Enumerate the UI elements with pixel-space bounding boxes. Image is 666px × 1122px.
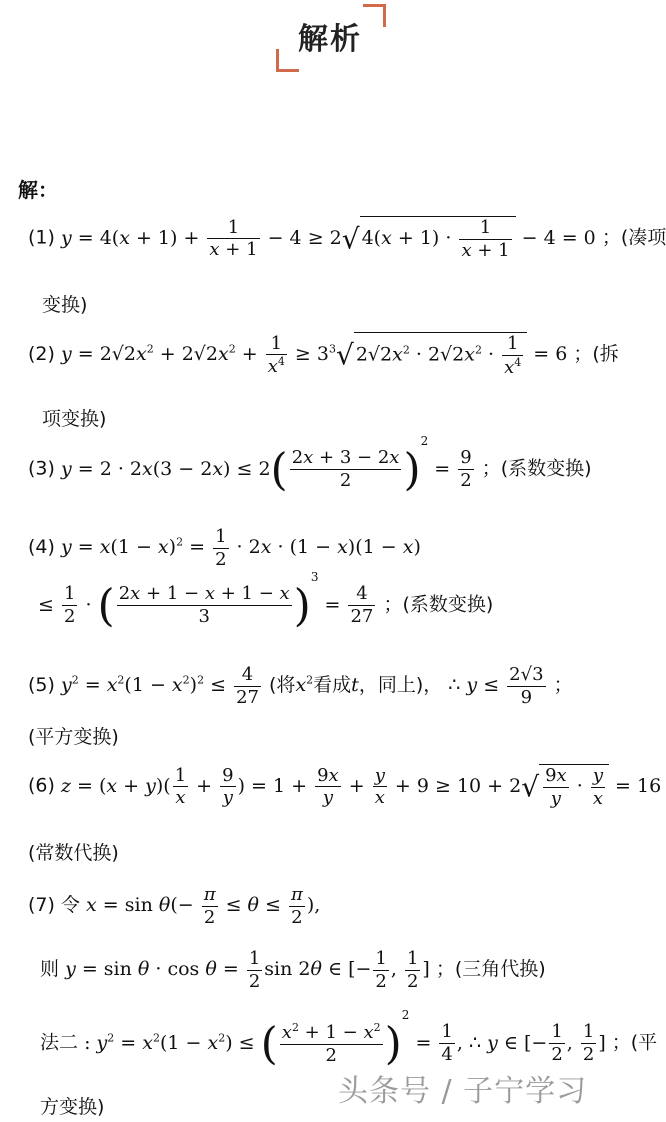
problem-7-formula: x = sin θ(− $\frac{\pi}{2}$ ≤ θ ≤ $\frac{\pi}{2}$ ), bbox=[86, 884, 321, 928]
problem-2-formula: $y = 2√2x^2 + 2√2x^2$ + $\frac{1}{x^4}$ ≥ $3^3√$ $2√2x^2 \cdot 2√2x^2$ · $\frac{1}{x^4}$ = 6 bbox=[60, 332, 574, 378]
problem-4-line-2 bbox=[38, 570, 494, 631]
page-title: 解析 bbox=[298, 22, 362, 57]
problem-3-line bbox=[28, 434, 592, 495]
problem-5-text-d: ； bbox=[553, 674, 573, 697]
title-bracket-bottom-left bbox=[276, 49, 299, 72]
solution-label: 解： bbox=[18, 178, 58, 202]
problem-4-number: (4) bbox=[28, 536, 55, 559]
problem-4-line bbox=[28, 526, 421, 570]
problem-7-ze: 则 bbox=[40, 958, 60, 981]
problem-1-number: (1) bbox=[28, 226, 55, 249]
problem-6-note: (常数代换) bbox=[28, 842, 119, 864]
problem-7-note: ；(三角代换) bbox=[435, 958, 546, 981]
problem-1-line bbox=[28, 216, 666, 261]
problem-5-text-c: ，同上)， bbox=[358, 674, 443, 697]
title-bracket-top-right bbox=[363, 4, 386, 27]
problem-2-number: (2) bbox=[28, 343, 55, 366]
watermark: 头条号 / 子宁学习 bbox=[338, 1074, 588, 1109]
problem-7-number: (7) bbox=[28, 894, 55, 917]
problem-5-text-b: 看成 bbox=[313, 674, 352, 697]
problem-4-note: ；(系数变换) bbox=[383, 593, 494, 616]
problem-7-ling: 令 bbox=[60, 894, 80, 917]
problem-6-line bbox=[28, 764, 661, 809]
problem-6-number: (6) bbox=[28, 774, 55, 797]
problem-5-number: (5) bbox=[28, 674, 55, 697]
problem-7-line-2 bbox=[40, 948, 546, 992]
problem-5-line: (5) $y^2 = x^2(1 - x^2)^2$ ≤ $\frac{4}{27}$ (将$x^2$看成t，同上)， ∴ y ≤ $\frac{2√3}{9}$ ； bbox=[28, 664, 573, 708]
problem-2-line bbox=[28, 332, 619, 378]
problem-3-formula: y = 2 · 2x(3 − 2x) ≤ 2( $\frac{2x + 3 - 2x}{2}$ )$^2$ = $\frac{9}{2}$ bbox=[60, 434, 472, 495]
problem-5-note: (平方变换) bbox=[28, 726, 119, 748]
problem-1-note: ；(凑项 bbox=[601, 226, 666, 249]
problem-7-formula-2: y = sin θ · cos θ = $\frac{1}{2}$ sin 2θ ∈ [− $\frac{1}{2}$ , $\frac{1}{2}$ ] bbox=[65, 948, 436, 992]
problem-2-note-cont: 项变换) bbox=[42, 408, 107, 430]
problem-1-note-cont: 变换) bbox=[42, 294, 88, 316]
problem-7-note-2: ；(平 bbox=[611, 1031, 658, 1054]
problem-3-number: (3) bbox=[28, 457, 55, 480]
problem-3-note: ；(系数变换) bbox=[481, 457, 592, 480]
problem-7-line-3 bbox=[40, 1008, 658, 1069]
problem-7-fa2: 法二 bbox=[40, 1031, 79, 1054]
problem-4-formula-2: ≤ $\frac{1}{2}$ · ( $\frac{2x + 1 - x + 1 - x}{3}$ )$^3$ = $\frac{4}{27}$ bbox=[38, 570, 374, 631]
problem-7-note-2-cont: 方变换) bbox=[40, 1096, 105, 1118]
problem-1-formula: y = 4(x + 1) + $\frac{1}{x + 1}$ − 4 ≥ 2√ 4(x + 1) · $\frac{1}{x + 1}$ − 4 = 0 bbox=[60, 216, 602, 261]
problem-7-formula-3: : $y^2 = x^2(1 - x^2)$ ≤ ( $\frac{x^2 + 1 - x^2}{2}$ )$^2$ = $\frac{1}{4}$ , ∴ y ∈ [− $\frac{1}{2}$ , $\frac{1}{2}$ ] bbox=[84, 1008, 612, 1069]
problem-4-formula: $y = x(1 - x)^2$ = $\frac{1}{2}$ · 2x · (1 − x)(1 − x) bbox=[60, 526, 421, 570]
problem-7-line bbox=[28, 884, 320, 928]
problem-5-formula-2: ∴ y ≤ $\frac{2√3}{9}$ bbox=[448, 664, 544, 708]
title-block bbox=[268, 0, 388, 76]
problem-6-formula: z = (x + y)( $\frac{1}{x}$ + $\frac{9}{y}$ ) = 1 + $\frac{9x}{y}$ + $\frac{y}{x}$ + 9 ≥ 10 + 2√ $\frac{9x}{y}$ · $\frac{y}{x}$ = 16 bbox=[60, 764, 662, 809]
problem-2-note: ；(拆 bbox=[573, 343, 619, 366]
problem-5-text-a: (将 bbox=[269, 674, 296, 697]
problem-5-formula: $y^2 = x^2(1 - x^2)^2$ ≤ $\frac{4}{27}$ bbox=[60, 664, 259, 708]
